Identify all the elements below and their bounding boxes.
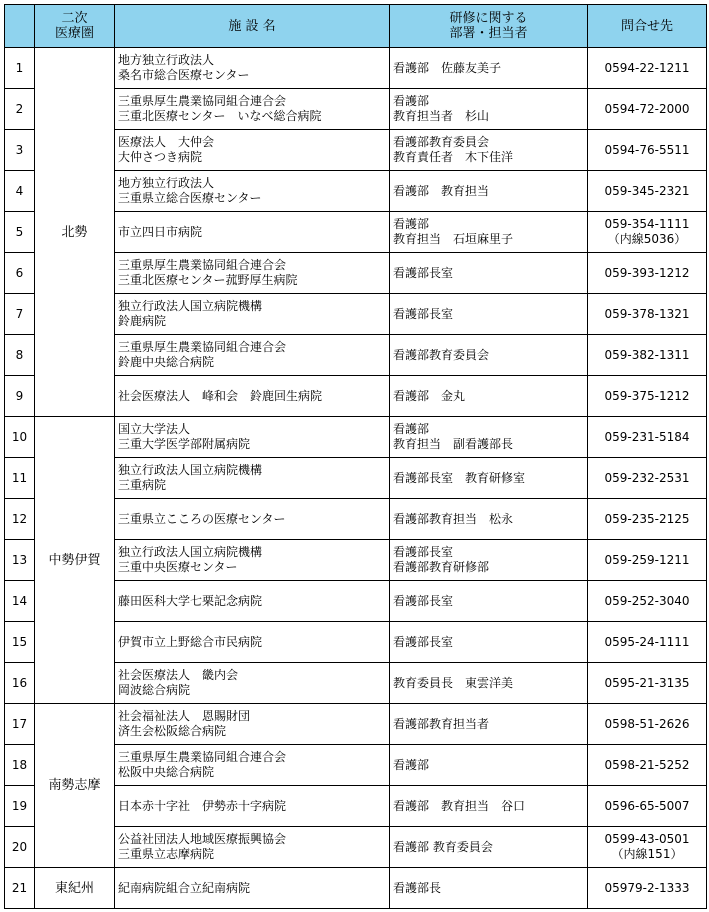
dept-contact: 看護部長室: [390, 294, 588, 335]
phone-number: 059-252-3040: [588, 581, 707, 622]
phone-number: 059-235-2125: [588, 499, 707, 540]
phone-number: 05979-2-1333: [588, 868, 707, 909]
dept-contact: 看護部 教育担当 石垣麻里子: [390, 212, 588, 253]
dept-contact: 看護部: [390, 745, 588, 786]
dept-contact: 看護部 教育担当: [390, 171, 588, 212]
phone-number: 0598-21-5252: [588, 745, 707, 786]
row-number: 20: [5, 827, 35, 868]
facility-name: 三重県厚生農業協同組合連合会 松阪中央総合病院: [115, 745, 390, 786]
phone-number: 0599-43-0501 （内線151）: [588, 827, 707, 868]
facility-name: 国立大学法人 三重大学医学部附属病院: [115, 417, 390, 458]
facility-name: 独立行政法人国立病院機構 三重中央医療センター: [115, 540, 390, 581]
area-higashi-kishu: 東紀州: [35, 868, 115, 909]
phone-number: 059-375-1212: [588, 376, 707, 417]
row-number: 16: [5, 663, 35, 704]
phone-number: 059-354-1111 （内線5036）: [588, 212, 707, 253]
facility-name: 独立行政法人国立病院機構 三重病院: [115, 458, 390, 499]
row-number: 19: [5, 786, 35, 827]
row-number: 11: [5, 458, 35, 499]
facility-name: 藤田医科大学七栗記念病院: [115, 581, 390, 622]
facility-name: 市立四日市病院: [115, 212, 390, 253]
facility-name: 三重県立こころの医療センター: [115, 499, 390, 540]
row-number: 14: [5, 581, 35, 622]
table-row: [5, 868, 707, 909]
facility-name: 三重県厚生農業協同組合連合会 鈴鹿中央総合病院: [115, 335, 390, 376]
facility-table: [4, 4, 707, 909]
facility-name: 三重県厚生農業協同組合連合会 三重北医療センター いなべ総合病院: [115, 89, 390, 130]
table-row: [5, 48, 707, 89]
area-nansei-shima: 南勢志摩: [35, 704, 115, 868]
facility-name: 独立行政法人国立病院機構 鈴鹿病院: [115, 294, 390, 335]
header-area: 二次 医療圏: [35, 5, 115, 48]
table-row: [5, 704, 707, 745]
dept-contact: 看護部長室: [390, 253, 588, 294]
row-number: 12: [5, 499, 35, 540]
dept-contact: 看護部長室 看護部教育研修部: [390, 540, 588, 581]
facility-name: 地方独立行政法人 三重県立総合医療センター: [115, 171, 390, 212]
facility-name: 医療法人 大仲会 大仲さつき病院: [115, 130, 390, 171]
row-number: 10: [5, 417, 35, 458]
dept-contact: 看護部教育委員会 教育責任者 木下佳洋: [390, 130, 588, 171]
phone-number: 0594-72-2000: [588, 89, 707, 130]
header-dept: 研修に関する 部署・担当者: [390, 5, 588, 48]
phone-number: 059-393-1212: [588, 253, 707, 294]
dept-contact: 看護部 金丸: [390, 376, 588, 417]
header-no: [5, 5, 35, 48]
row-number: 17: [5, 704, 35, 745]
facility-name: 社会福祉法人 恩賜財団 済生会松阪総合病院: [115, 704, 390, 745]
row-number: 21: [5, 868, 35, 909]
dept-contact: 看護部 教育委員会: [390, 827, 588, 868]
header-facility: 施 設 名: [115, 5, 390, 48]
header-contact: 問合せ先: [588, 5, 707, 48]
header-row: [5, 5, 707, 48]
row-number: 2: [5, 89, 35, 130]
phone-number: 0598-51-2626: [588, 704, 707, 745]
dept-contact: 看護部長: [390, 868, 588, 909]
dept-contact: 看護部 教育担当 谷口: [390, 786, 588, 827]
phone-number: 0596-65-5007: [588, 786, 707, 827]
phone-number: 059-231-5184: [588, 417, 707, 458]
dept-contact: 看護部教育担当者: [390, 704, 588, 745]
facility-name: 社会医療法人 峰和会 鈴鹿回生病院: [115, 376, 390, 417]
facility-name: 社会医療法人 畿内会 岡波総合病院: [115, 663, 390, 704]
phone-number: 059-259-1211: [588, 540, 707, 581]
facility-name: 日本赤十字社 伊勢赤十字病院: [115, 786, 390, 827]
row-number: 8: [5, 335, 35, 376]
phone-number: 059-345-2321: [588, 171, 707, 212]
row-number: 9: [5, 376, 35, 417]
phone-number: 059-382-1311: [588, 335, 707, 376]
phone-number: 059-232-2531: [588, 458, 707, 499]
dept-contact: 看護部教育委員会: [390, 335, 588, 376]
row-number: 4: [5, 171, 35, 212]
dept-contact: 看護部 佐藤友美子: [390, 48, 588, 89]
phone-number: 0594-22-1211: [588, 48, 707, 89]
row-number: 3: [5, 130, 35, 171]
area-chusei-iga: 中勢伊賀: [35, 417, 115, 704]
row-number: 15: [5, 622, 35, 663]
row-number: 6: [5, 253, 35, 294]
dept-contact: 看護部 教育担当 副看護部長: [390, 417, 588, 458]
row-number: 13: [5, 540, 35, 581]
table-row: [5, 417, 707, 458]
phone-number: 0594-76-5511: [588, 130, 707, 171]
phone-number: 059-378-1321: [588, 294, 707, 335]
row-number: 18: [5, 745, 35, 786]
row-number: 1: [5, 48, 35, 89]
facility-name: 伊賀市立上野総合市民病院: [115, 622, 390, 663]
dept-contact: 教育委員長 東雲洋美: [390, 663, 588, 704]
dept-contact: 看護部長室 教育研修室: [390, 458, 588, 499]
dept-contact: 看護部 教育担当者 杉山: [390, 89, 588, 130]
row-number: 5: [5, 212, 35, 253]
phone-number: 0595-24-1111: [588, 622, 707, 663]
phone-number: 0595-21-3135: [588, 663, 707, 704]
facility-name: 紀南病院組合立紀南病院: [115, 868, 390, 909]
row-number: 7: [5, 294, 35, 335]
dept-contact: 看護部教育担当 松永: [390, 499, 588, 540]
facility-name: 三重県厚生農業協同組合連合会 三重北医療センター菰野厚生病院: [115, 253, 390, 294]
dept-contact: 看護部長室: [390, 581, 588, 622]
dept-contact: 看護部長室: [390, 622, 588, 663]
area-hokusei: 北勢: [35, 48, 115, 417]
facility-name: 公益社団法人地域医療振興協会 三重県立志摩病院: [115, 827, 390, 868]
facility-name: 地方独立行政法人 桑名市総合医療センター: [115, 48, 390, 89]
